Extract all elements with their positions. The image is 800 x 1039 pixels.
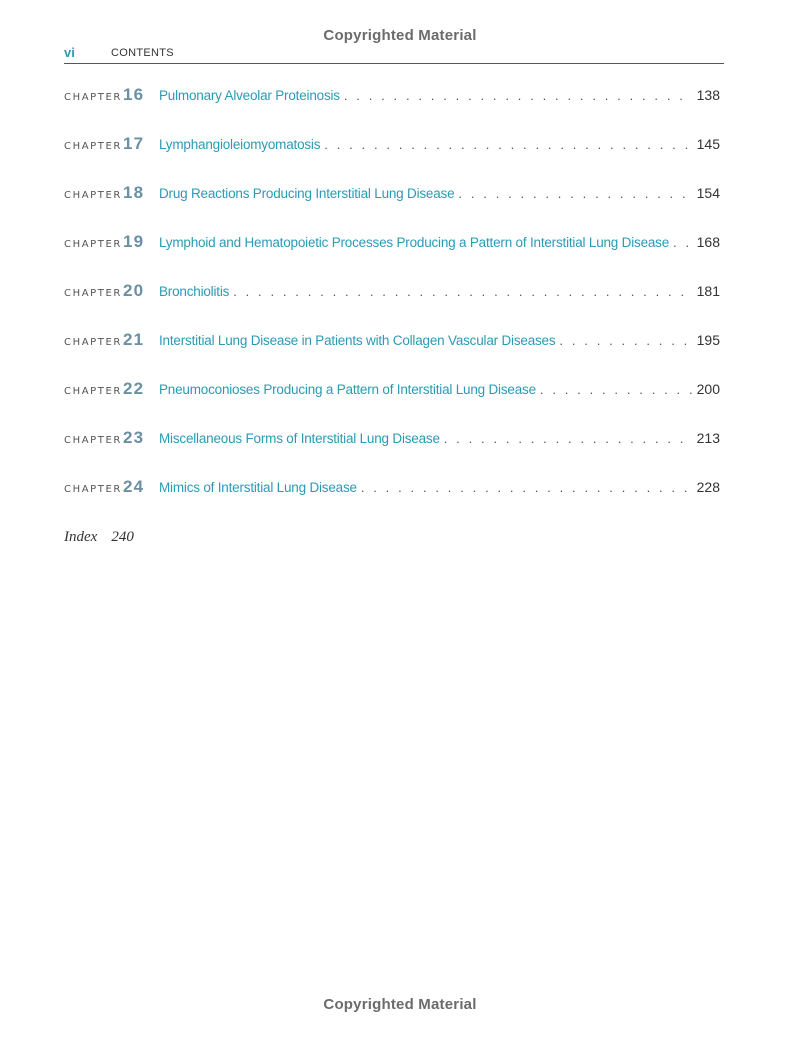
toc-entry[interactable]	[64, 379, 724, 428]
page-folio: vi	[64, 45, 75, 60]
copyright-watermark-top: Copyrighted Material	[323, 27, 477, 44]
toc-entry[interactable]	[64, 281, 724, 330]
page-number: 138	[696, 87, 720, 103]
chapter-label: CHAPTER	[64, 141, 122, 152]
dot-leader	[559, 333, 692, 349]
dot-leader	[444, 431, 692, 447]
chapter-title-link[interactable]: Lymphoid and Hematopoietic Processes Producing a Pattern of Interstitial Lung Disease	[159, 235, 670, 250]
dot-leader	[361, 480, 692, 496]
chapter-number: 23	[123, 428, 145, 447]
chapter-number: 17	[123, 134, 145, 153]
toc-entry[interactable]	[64, 330, 724, 379]
page-number: 168	[696, 234, 720, 250]
page-number: 154	[696, 185, 720, 201]
chapter-label: CHAPTER	[64, 92, 122, 103]
chapter-number: 22	[123, 379, 145, 398]
chapter-title-link[interactable]: Pulmonary Alveolar Proteinosis	[159, 88, 340, 103]
table-of-contents	[64, 85, 724, 526]
index-entry[interactable]	[64, 529, 134, 546]
running-head	[64, 45, 724, 64]
index-label: Index	[64, 529, 98, 545]
chapter-number: 24	[123, 477, 145, 496]
chapter-number: 19	[123, 232, 145, 251]
page-number: 228	[696, 479, 720, 495]
toc-entry[interactable]	[64, 183, 724, 232]
chapter-label: CHAPTER	[64, 484, 122, 495]
index-page-number: 240	[111, 529, 134, 545]
chapter-number: 18	[123, 183, 145, 202]
dot-leader	[324, 137, 692, 153]
chapter-number: 16	[123, 85, 145, 104]
page-number: 181	[696, 283, 720, 299]
chapter-number: 20	[123, 281, 145, 300]
toc-entry[interactable]	[64, 134, 724, 183]
dot-leader	[458, 186, 692, 202]
toc-entry[interactable]	[64, 232, 724, 281]
chapter-title-link[interactable]: Mimics of Interstitial Lung Disease	[159, 480, 357, 495]
dot-leader	[344, 88, 692, 104]
chapter-label: CHAPTER	[64, 190, 122, 201]
chapter-label: CHAPTER	[64, 288, 122, 299]
chapter-label: CHAPTER	[64, 239, 122, 250]
dot-leader	[540, 382, 692, 398]
toc-entry[interactable]	[64, 477, 724, 526]
page-number: 200	[696, 381, 720, 397]
chapter-label: CHAPTER	[64, 337, 122, 348]
page-number: 213	[696, 430, 720, 446]
page-number: 145	[696, 136, 720, 152]
chapter-title-link[interactable]: Miscellaneous Forms of Interstitial Lung Disease	[159, 431, 440, 446]
toc-entry[interactable]	[64, 85, 724, 134]
chapter-label: CHAPTER	[64, 435, 122, 446]
copyright-watermark-bottom: Copyrighted Material	[323, 996, 477, 1013]
chapter-title-link[interactable]: Bronchiolitis	[159, 284, 230, 299]
chapter-number: 21	[123, 330, 145, 349]
chapter-label: CHAPTER	[64, 386, 122, 397]
chapter-title-link[interactable]: Drug Reactions Producing Interstitial Lung Disease	[159, 186, 455, 201]
section-heading: CONTENTS	[111, 47, 174, 59]
chapter-title-link[interactable]: Lymphangioleiomyomatosis	[159, 137, 321, 152]
dot-leader	[233, 284, 692, 300]
dot-leader	[673, 235, 692, 251]
chapter-title-link[interactable]: Interstitial Lung Disease in Patients with Collagen Vascular Diseases	[159, 333, 556, 348]
chapter-title-link[interactable]: Pneumoconioses Producing a Pattern of Interstitial Lung Disease	[159, 382, 536, 397]
toc-entry[interactable]	[64, 428, 724, 477]
page-number: 195	[696, 332, 720, 348]
